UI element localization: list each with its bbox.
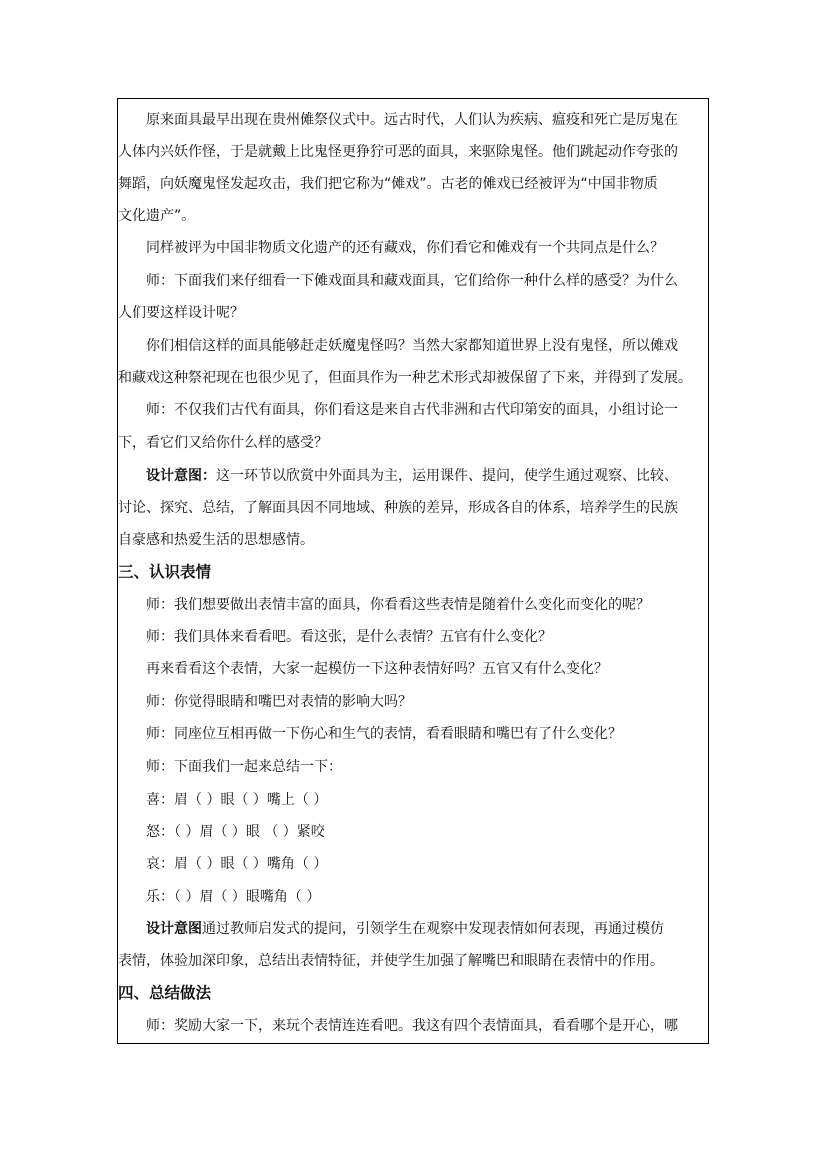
paragraph-line: 和藏戏这种祭祀现在也很少见了，但面具作为一种艺术形式却被保留了下来，并得到了发展。 [118, 370, 692, 386]
design-intent-label: 设计意图： [146, 468, 216, 484]
paragraph-line: 师：下面我们来仔细看一下傩戏面具和藏戏面具，它们给你一种什么样的感受？为什么 [146, 273, 678, 289]
paragraph-line: 同样被评为中国非物质文化遗产的还有藏戏，你们看它和傩戏有一个共同点是什么？ [146, 240, 664, 256]
paragraph-line: 师：我们具体来看看吧。看这张，是什么表情？五官有什么变化？ [146, 629, 552, 645]
paragraph-line: 人们要这样设计呢？ [118, 305, 244, 321]
paragraph-line: 下，看它们又给你什么样的感受？ [118, 435, 328, 451]
design-intent-line [146, 460, 678, 492]
paragraph-line: 师：下面我们一起来总结一下： [146, 759, 342, 775]
paragraph-line: 师：不仅我们古代有面具，你们看这是来自古代非洲和古代印第安的面具，小组讨论一 [146, 402, 678, 418]
paragraph-line: 师：同座位互相再做一下伤心和生气的表情，看看眼睛和嘴巴有了什么变化？ [146, 726, 622, 742]
emotion-fill-line: 怒：（ ）眉（ ）眼 （ ）紧咬 [146, 824, 325, 840]
emotion-fill-line: 哀：眉（ ）眼（ ）嘴角（ ） [146, 856, 328, 872]
paragraph-line: 你们相信这样的面具能够赶走妖魔鬼怪吗？当然大家都知道世界上没有鬼怪，所以傩戏 [146, 338, 678, 354]
paragraph-line: 文化遗产”。 [118, 208, 196, 224]
paragraph-line: 原来面具最早出现在贵州傩祭仪式中。远古时代，人们认为疾病、瘟疫和死亡是厉鬼在 [146, 112, 678, 128]
design-intent-text: 通过教师启发式的提问，引领学生在观察中发现表情如何表现，再通过模仿 [202, 921, 664, 937]
emotion-fill-line: 喜：眉（ ）眼（ ）嘴上（ ） [146, 792, 328, 808]
paragraph-line: 再来看看这个表情，大家一起模仿一下这种表情好吗？五官又有什么变化？ [146, 661, 608, 677]
design-intent-text: 这一环节以欣赏中外面具为主，运用课件、提问，使学生通过观察、比较、 [216, 468, 678, 484]
paragraph-line: 讨论、探究、总结，了解面具因不同地域、种族的差异，形成各自的体系，培养学生的民族 [118, 500, 678, 516]
design-intent-line [146, 913, 664, 945]
section-heading-4: 四、总结做法 [118, 984, 212, 1002]
emotion-fill-line: 乐：（ ）眉（ ）眼嘴角（ ） [146, 889, 321, 905]
paragraph-line: 表情，体验加深印象，总结出表情特征，并使学生加强了解嘴巴和眼睛在表情中的作用。 [118, 953, 664, 969]
design-intent-label: 设计意图 [146, 921, 202, 937]
paragraph-line: 师：奖励大家一下，来玩个表情连连看吧。我这有四个表情面具，看看哪个是开心，哪 [146, 1018, 678, 1034]
section-heading-3: 三、认识表情 [118, 563, 212, 581]
paragraph-line: 自豪感和热爱生活的思想感情。 [118, 532, 314, 548]
paragraph-line: 师：你觉得眼睛和嘴巴对表情的影响大吗？ [146, 694, 412, 710]
paragraph-line: 人体内兴妖作怪，于是就戴上比鬼怪更狰狞可恶的面具，来驱除鬼怪。他们跳起动作夸张的 [118, 144, 678, 160]
paragraph-line: 师：我们想要做出表情丰富的面具，你看看这些表情是随着什么变化而变化的呢？ [146, 597, 650, 613]
paragraph-line: 舞蹈，向妖魔鬼怪发起攻击，我们把它称为“傩戏”。古老的傩戏已经被评为“中国非物质 [118, 176, 658, 192]
